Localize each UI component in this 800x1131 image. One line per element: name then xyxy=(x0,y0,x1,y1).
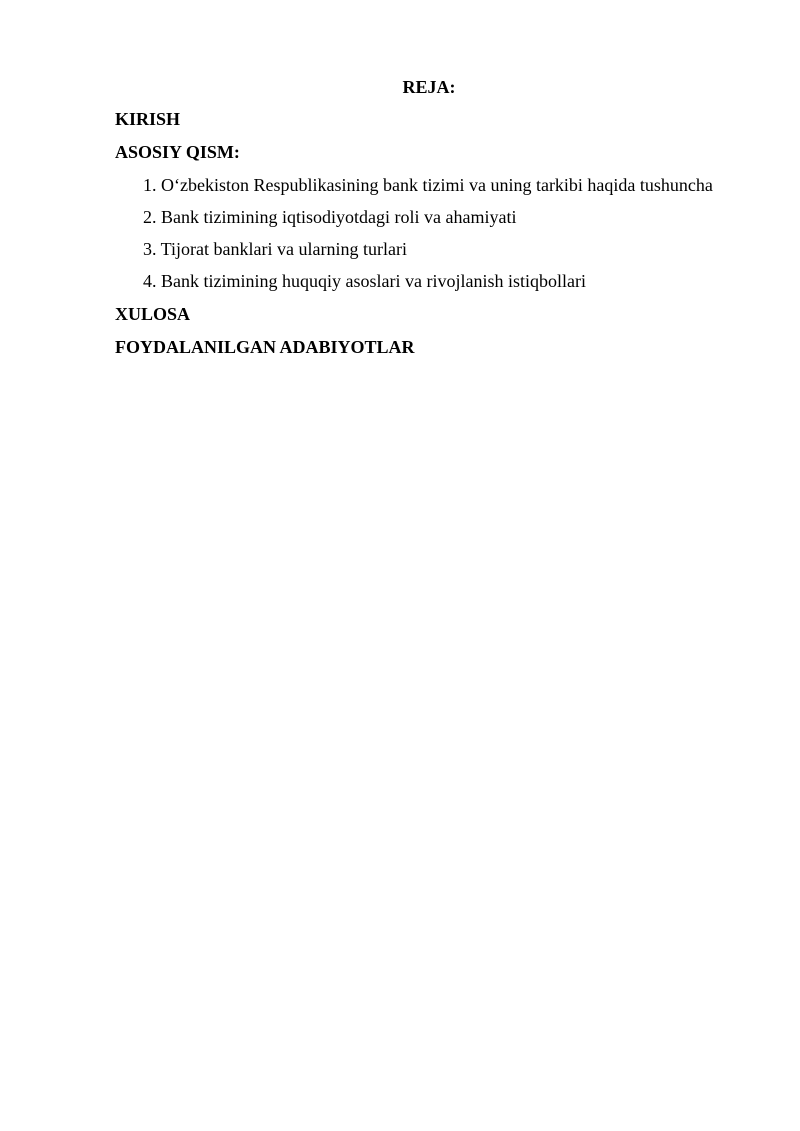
list-item: 1. O‘zbekiston Respublikasining bank tizimi va uning tarkibi haqida tushuncha xyxy=(143,175,713,195)
list-item: 4. Bank tizimining huquqiy asoslari va rivojlanish istiqbollari xyxy=(143,271,586,291)
section-main-heading: ASOSIY QISM: xyxy=(115,142,240,162)
list-item: 3. Tijorat banklari va ularning turlari xyxy=(143,239,407,259)
section-intro: KIRISH xyxy=(115,109,181,129)
page-title: REJA: xyxy=(402,77,456,97)
section-references: FOYDALANILGAN ADABIYOTLAR xyxy=(115,337,415,357)
section-conclusion: XULOSA xyxy=(115,304,191,324)
list-item: 2. Bank tizimining iqtisodiyotdagi roli va ahamiyati xyxy=(143,207,517,227)
